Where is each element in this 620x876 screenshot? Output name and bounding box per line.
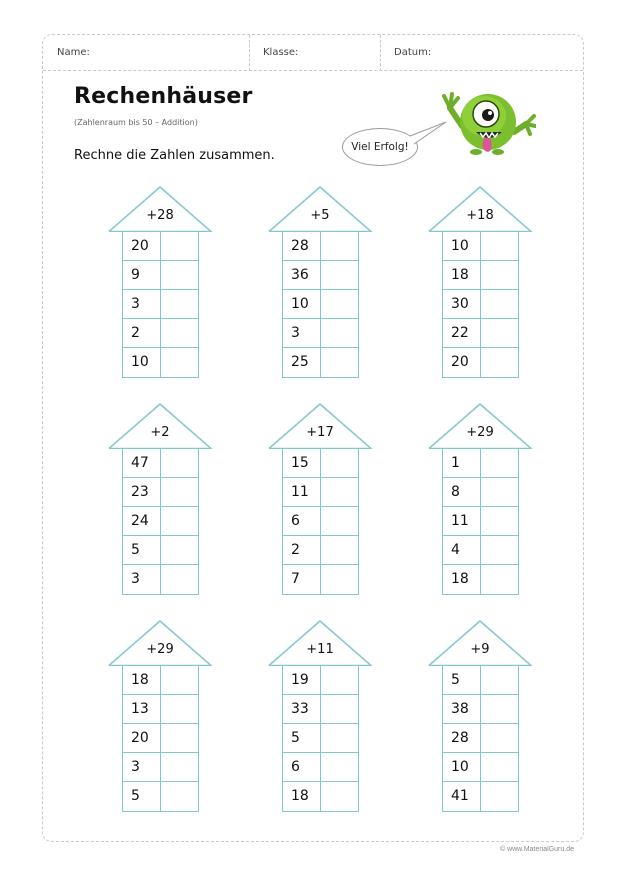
given-number: 22 bbox=[443, 319, 481, 347]
house-row bbox=[283, 753, 358, 782]
given-number: 2 bbox=[283, 536, 321, 564]
given-number: 41 bbox=[443, 782, 481, 811]
given-number: 6 bbox=[283, 507, 321, 535]
house-row bbox=[443, 782, 518, 811]
given-number: 18 bbox=[123, 666, 161, 694]
given-number: 5 bbox=[123, 782, 161, 811]
house-row bbox=[123, 319, 198, 348]
house-row bbox=[283, 782, 358, 811]
roof-addend: +17 bbox=[306, 425, 334, 440]
answer-cell[interactable] bbox=[321, 478, 358, 506]
given-number: 28 bbox=[283, 232, 321, 260]
answer-cell[interactable] bbox=[321, 319, 358, 347]
roof-addend: +9 bbox=[470, 642, 490, 657]
answer-cell[interactable] bbox=[321, 536, 358, 564]
house-row bbox=[283, 724, 358, 753]
given-number: 28 bbox=[443, 724, 481, 752]
house-row bbox=[443, 565, 518, 594]
answer-cell[interactable] bbox=[161, 348, 198, 377]
answer-cell[interactable] bbox=[321, 565, 358, 594]
house-row bbox=[443, 507, 518, 536]
house-table bbox=[282, 665, 359, 812]
house-table bbox=[122, 448, 199, 595]
house-row bbox=[283, 348, 358, 377]
answer-cell[interactable] bbox=[481, 232, 518, 260]
answer-cell[interactable] bbox=[481, 478, 518, 506]
answer-cell[interactable] bbox=[161, 536, 198, 564]
house-row bbox=[283, 319, 358, 348]
given-number: 10 bbox=[443, 753, 481, 781]
house-row bbox=[443, 348, 518, 377]
answer-cell[interactable] bbox=[321, 348, 358, 377]
instruction-text: Rechne die Zahlen zusammen. bbox=[74, 148, 275, 163]
given-number: 1 bbox=[443, 449, 481, 477]
given-number: 30 bbox=[443, 290, 481, 318]
answer-cell[interactable] bbox=[481, 348, 518, 377]
house-row bbox=[283, 507, 358, 536]
given-number: 3 bbox=[123, 290, 161, 318]
given-number: 11 bbox=[283, 478, 321, 506]
speech-bubble-text: Viel Erfolg! bbox=[351, 141, 409, 153]
given-number: 10 bbox=[283, 290, 321, 318]
house-row bbox=[443, 290, 518, 319]
house-table bbox=[122, 231, 199, 378]
answer-cell[interactable] bbox=[161, 261, 198, 289]
given-number: 20 bbox=[123, 232, 161, 260]
given-number: 23 bbox=[123, 478, 161, 506]
given-number: 19 bbox=[283, 666, 321, 694]
given-number: 11 bbox=[443, 507, 481, 535]
answer-cell[interactable] bbox=[321, 724, 358, 752]
class-field[interactable] bbox=[249, 35, 380, 71]
given-number: 25 bbox=[283, 348, 321, 377]
house-row bbox=[443, 724, 518, 753]
house-row bbox=[123, 782, 198, 811]
given-number: 3 bbox=[123, 565, 161, 594]
house-row bbox=[123, 724, 198, 753]
house-row bbox=[283, 695, 358, 724]
answer-cell[interactable] bbox=[321, 232, 358, 260]
given-number: 4 bbox=[443, 536, 481, 564]
date-label: Datum: bbox=[394, 47, 432, 58]
house-row bbox=[123, 753, 198, 782]
answer-cell[interactable] bbox=[321, 782, 358, 811]
copyright-footer: © www.MaterialGuru.de bbox=[499, 846, 574, 853]
house-table bbox=[442, 665, 519, 812]
given-number: 15 bbox=[283, 449, 321, 477]
given-number: 5 bbox=[443, 666, 481, 694]
house-row bbox=[123, 232, 198, 261]
answer-cell[interactable] bbox=[161, 319, 198, 347]
given-number: 20 bbox=[443, 348, 481, 377]
given-number: 33 bbox=[283, 695, 321, 723]
house-table bbox=[442, 231, 519, 378]
house-row bbox=[283, 565, 358, 594]
given-number: 18 bbox=[283, 782, 321, 811]
house-row bbox=[443, 319, 518, 348]
given-number: 47 bbox=[123, 449, 161, 477]
house-row bbox=[283, 536, 358, 565]
answer-cell[interactable] bbox=[161, 782, 198, 811]
given-number: 18 bbox=[443, 261, 481, 289]
answer-cell[interactable] bbox=[481, 290, 518, 318]
given-number: 8 bbox=[443, 478, 481, 506]
house-row bbox=[123, 290, 198, 319]
answer-cell[interactable] bbox=[161, 478, 198, 506]
answer-cell[interactable] bbox=[481, 507, 518, 535]
page-title: Rechenhäuser bbox=[74, 84, 253, 109]
given-number: 6 bbox=[283, 753, 321, 781]
house-row bbox=[443, 666, 518, 695]
given-number: 24 bbox=[123, 507, 161, 535]
name-field[interactable] bbox=[43, 35, 249, 71]
answer-cell[interactable] bbox=[481, 565, 518, 594]
house-row bbox=[443, 261, 518, 290]
answer-cell[interactable] bbox=[161, 507, 198, 535]
answer-cell[interactable] bbox=[481, 724, 518, 752]
answer-cell[interactable] bbox=[481, 319, 518, 347]
answer-cell[interactable] bbox=[321, 290, 358, 318]
answer-cell[interactable] bbox=[481, 261, 518, 289]
house-table bbox=[282, 448, 359, 595]
house-row bbox=[283, 232, 358, 261]
answer-cell[interactable] bbox=[321, 507, 358, 535]
speech-bubble bbox=[342, 128, 418, 166]
answer-cell[interactable] bbox=[481, 753, 518, 781]
house-row bbox=[443, 536, 518, 565]
roof-addend: +18 bbox=[466, 208, 494, 223]
roof-addend: +11 bbox=[306, 642, 334, 657]
given-number: 20 bbox=[123, 724, 161, 752]
house-row bbox=[283, 666, 358, 695]
given-number: 10 bbox=[123, 348, 161, 377]
answer-cell[interactable] bbox=[321, 666, 358, 694]
answer-cell[interactable] bbox=[161, 290, 198, 318]
given-number: 5 bbox=[123, 536, 161, 564]
house-row bbox=[123, 565, 198, 594]
house-row bbox=[123, 261, 198, 290]
answer-cell[interactable] bbox=[321, 261, 358, 289]
house-row bbox=[443, 753, 518, 782]
house-row bbox=[123, 348, 198, 377]
house-row bbox=[283, 290, 358, 319]
house-row bbox=[283, 261, 358, 290]
given-number: 38 bbox=[443, 695, 481, 723]
class-label: Klasse: bbox=[263, 47, 299, 58]
house-row bbox=[123, 449, 198, 478]
roof-addend: +29 bbox=[466, 425, 494, 440]
house-table bbox=[282, 231, 359, 378]
roof-addend: +2 bbox=[150, 425, 170, 440]
answer-cell[interactable] bbox=[161, 666, 198, 694]
answer-cell[interactable] bbox=[161, 695, 198, 723]
given-number: 2 bbox=[123, 319, 161, 347]
answer-cell[interactable] bbox=[161, 449, 198, 477]
house-row bbox=[123, 695, 198, 724]
given-number: 7 bbox=[283, 565, 321, 594]
answer-cell[interactable] bbox=[481, 449, 518, 477]
answer-cell[interactable] bbox=[161, 232, 198, 260]
house-row bbox=[123, 507, 198, 536]
roof-addend: +28 bbox=[146, 208, 174, 223]
answer-cell[interactable] bbox=[161, 753, 198, 781]
house-row bbox=[123, 536, 198, 565]
answer-cell[interactable] bbox=[161, 565, 198, 594]
house-row bbox=[443, 449, 518, 478]
house-row bbox=[283, 449, 358, 478]
answer-cell[interactable] bbox=[321, 753, 358, 781]
name-label: Name: bbox=[57, 47, 90, 58]
house-row bbox=[443, 478, 518, 507]
given-number: 3 bbox=[283, 319, 321, 347]
answer-cell[interactable] bbox=[321, 449, 358, 477]
house-table bbox=[122, 665, 199, 812]
answer-cell[interactable] bbox=[481, 782, 518, 811]
house-row bbox=[283, 478, 358, 507]
monster-illustration bbox=[440, 86, 536, 170]
answer-cell[interactable] bbox=[321, 695, 358, 723]
answer-cell[interactable] bbox=[481, 695, 518, 723]
given-number: 10 bbox=[443, 232, 481, 260]
roof-addend: +29 bbox=[146, 642, 174, 657]
given-number: 5 bbox=[283, 724, 321, 752]
house-row bbox=[123, 478, 198, 507]
given-number: 3 bbox=[123, 753, 161, 781]
page-subtitle: (Zahlenraum bis 50 – Addition) bbox=[74, 118, 198, 127]
given-number: 9 bbox=[123, 261, 161, 289]
house-row bbox=[443, 232, 518, 261]
header-row bbox=[43, 35, 583, 71]
given-number: 18 bbox=[443, 565, 481, 594]
house-row bbox=[123, 666, 198, 695]
house-row bbox=[443, 695, 518, 724]
given-number: 13 bbox=[123, 695, 161, 723]
date-field[interactable] bbox=[380, 35, 585, 71]
answer-cell[interactable] bbox=[481, 666, 518, 694]
house-table bbox=[442, 448, 519, 595]
answer-cell[interactable] bbox=[161, 724, 198, 752]
roof-addend: +5 bbox=[310, 208, 330, 223]
answer-cell[interactable] bbox=[481, 536, 518, 564]
given-number: 36 bbox=[283, 261, 321, 289]
